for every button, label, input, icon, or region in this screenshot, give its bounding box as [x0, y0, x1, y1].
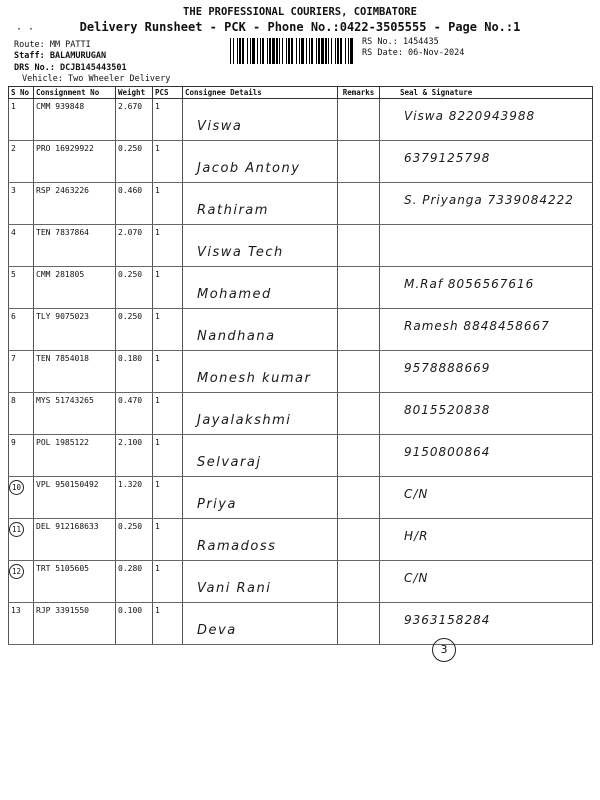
pcs-value: 1: [155, 480, 160, 489]
pcs-value: 1: [155, 270, 160, 279]
table-row: [9, 309, 593, 351]
barcode-bar: [242, 38, 244, 64]
serial-number: 3: [11, 186, 16, 195]
staff-label: Staff: BALAMURUGAN: [14, 51, 107, 61]
header-dots: · ·: [16, 24, 35, 35]
table-header-row: [9, 87, 593, 99]
barcode-bar: [337, 38, 339, 64]
pcs-value: 1: [155, 438, 160, 447]
barcode-bar: [252, 38, 255, 64]
pcs-value: 1: [155, 354, 160, 363]
remarks-cell: [338, 435, 380, 477]
runsheet-title: Delivery Runsheet - PCK - Phone No.:0422-3505555 - Page No.:1: [79, 20, 521, 34]
remarks-cell: [338, 393, 380, 435]
table-row: [9, 99, 593, 141]
table-row: [9, 519, 593, 561]
barcode-bar: [257, 38, 258, 64]
pcs-value: 1: [155, 312, 160, 321]
pcs-value: 1: [155, 144, 160, 153]
weight-value: 0.250: [118, 270, 143, 279]
seal-signature: H/R: [404, 529, 429, 543]
rs-date: RS Date: 06-Nov-2024: [362, 48, 465, 58]
seal-signature: 6379125798: [404, 151, 491, 165]
company-name: THE PROFESSIONAL COURIERS, COIMBATORE: [183, 6, 417, 18]
table-row: [9, 183, 593, 225]
weight-value: 0.250: [118, 312, 143, 321]
remarks-cell: [338, 603, 380, 645]
barcode-bar: [269, 38, 271, 64]
col-header-weight: Weight: [116, 87, 153, 99]
serial-number: 12: [9, 564, 24, 579]
consignment-number: RSP 2463226: [36, 186, 89, 195]
barcode-bar: [321, 38, 324, 64]
consignment-number: VPL 950150492: [36, 480, 99, 489]
consignment-number: TEN 7837864: [36, 228, 89, 237]
barcode-bar: [237, 38, 238, 64]
consignee-name: Selvaraj: [197, 455, 262, 470]
seal-signature: C/N: [404, 487, 429, 501]
serial-number: 10: [9, 480, 24, 495]
barcode-bar: [291, 38, 293, 64]
barcode-bar: [230, 38, 231, 64]
table-row: [9, 561, 593, 603]
weight-value: 0.250: [118, 144, 143, 153]
serial-number: 1: [11, 102, 16, 111]
consignment-number: PRO 16929922: [36, 144, 94, 153]
barcode-bar: [288, 38, 290, 64]
barcode-bar: [306, 38, 307, 64]
barcode-bar: [250, 38, 251, 64]
barcode-bar: [286, 38, 287, 64]
consignment-number: CMM 281805: [36, 270, 85, 279]
consignment-number: TLY 9075023: [36, 312, 89, 321]
barcode-bar: [340, 38, 342, 64]
rs-number: RS No.: 1454435: [362, 37, 439, 47]
weight-value: 0.470: [118, 396, 143, 405]
serial-number: 8: [11, 396, 16, 405]
barcode-bar: [345, 38, 346, 64]
barcode-bar: [233, 38, 234, 64]
col-header-consignee: Consignee Details: [183, 87, 338, 99]
barcode-bar: [282, 38, 283, 64]
serial-number: 6: [11, 312, 16, 321]
barcode-bar: [262, 38, 264, 64]
col-header-signature: Seal & Signature: [380, 87, 593, 99]
consignee-name: Ramadoss: [197, 539, 277, 554]
barcode-bar: [279, 38, 280, 64]
pcs-value: 1: [155, 396, 160, 405]
serial-number: 2: [11, 144, 16, 153]
remarks-cell: [338, 183, 380, 225]
col-header-pcs: PCS: [153, 87, 183, 99]
pcs-value: 1: [155, 186, 160, 195]
col-header-remarks: Remarks: [338, 87, 380, 99]
consignee-name: Jayalakshmi: [197, 413, 292, 428]
serial-number: 11: [9, 522, 24, 537]
seal-signature: 9578888669: [404, 361, 491, 375]
weight-value: 1.320: [118, 480, 143, 489]
consignment-number: CMM 939848: [36, 102, 85, 111]
page-mark: 3: [432, 638, 456, 662]
pcs-value: 1: [155, 564, 160, 573]
consignment-number: MYS 51743265: [36, 396, 94, 405]
consignee-name: Priya: [197, 497, 237, 512]
serial-number: 5: [11, 270, 16, 279]
table-row: [9, 477, 593, 519]
barcode-bar: [301, 38, 304, 64]
col-header-consignment: Consignment No: [34, 87, 116, 99]
barcode-bar: [348, 38, 349, 64]
route-label: Route: MM PATTI: [14, 40, 91, 50]
consignment-number: POL 1985122: [36, 438, 89, 447]
weight-value: 0.460: [118, 186, 143, 195]
table-row: [9, 141, 593, 183]
consignee-name: Vani Rani: [197, 581, 272, 596]
pcs-value: 1: [155, 228, 160, 237]
weight-value: 2.100: [118, 438, 143, 447]
barcode-bar: [335, 38, 336, 64]
seal-signature: M.Raf 8056567616: [404, 277, 535, 291]
seal-signature: 9150800864: [404, 445, 491, 459]
remarks-cell: [338, 225, 380, 267]
barcode-bar: [267, 38, 268, 64]
barcode-bar: [325, 38, 327, 64]
consignee-name: Rathiram: [197, 203, 269, 218]
table-row: [9, 603, 593, 645]
table-row: [9, 435, 593, 477]
barcode-bar: [260, 38, 261, 64]
remarks-cell: [338, 141, 380, 183]
drs-number: DRS No.: DCJB145443501: [14, 63, 127, 73]
consignment-number: TRT 5105605: [36, 564, 89, 573]
remarks-cell: [338, 99, 380, 141]
consignee-name: Monesh kumar: [197, 371, 312, 386]
weight-value: 0.280: [118, 564, 143, 573]
seal-signature: Viswa 8220943988: [404, 109, 536, 123]
barcode: [230, 38, 353, 64]
consignee-name: Viswa: [197, 119, 243, 134]
table-row: [9, 351, 593, 393]
barcode-bar: [316, 38, 317, 64]
barcode-bar: [328, 38, 329, 64]
barcode-bar: [239, 38, 241, 64]
seal-signature: 8015520838: [404, 403, 491, 417]
remarks-cell: [338, 519, 380, 561]
table-row: [9, 267, 593, 309]
remarks-cell: [338, 351, 380, 393]
serial-number: 4: [11, 228, 16, 237]
vehicle-label: Vehicle: Two Wheeler Delivery: [22, 74, 171, 84]
weight-value: 0.250: [118, 522, 143, 531]
barcode-bar: [350, 38, 353, 64]
remarks-cell: [338, 561, 380, 603]
pcs-value: 1: [155, 102, 160, 111]
remarks-cell: [338, 477, 380, 519]
runsheet-table: [8, 86, 593, 645]
consignee-name: Nandhana: [197, 329, 276, 344]
weight-value: 0.100: [118, 606, 143, 615]
table-row: [9, 225, 593, 267]
pcs-value: 1: [155, 522, 160, 531]
barcode-bar: [331, 38, 332, 64]
seal-signature: 9363158284: [404, 613, 491, 627]
barcode-bar: [247, 38, 248, 64]
barcode-bar: [272, 38, 275, 64]
seal-signature: C/N: [404, 571, 429, 585]
weight-value: 2.670: [118, 102, 143, 111]
pcs-value: 1: [155, 606, 160, 615]
barcode-bar: [276, 38, 278, 64]
consignee-name: Jacob Antony: [197, 161, 301, 176]
remarks-cell: [338, 309, 380, 351]
consignment-number: DEL 912168633: [36, 522, 99, 531]
consignee-name: Mohamed: [197, 287, 272, 302]
consignment-number: TEN 7854018: [36, 354, 89, 363]
weight-value: 0.180: [118, 354, 143, 363]
seal-signature: S. Priyanga 7339084222: [404, 193, 574, 207]
consignment-number: RJP 3391550: [36, 606, 89, 615]
serial-number: 9: [11, 438, 16, 447]
consignee-name: Viswa Tech: [197, 245, 284, 260]
barcode-bar: [318, 38, 320, 64]
table-row: [9, 393, 593, 435]
barcode-bar: [311, 38, 313, 64]
serial-number: 7: [11, 354, 16, 363]
consignee-name: Deva: [197, 623, 237, 638]
barcode-bar: [309, 38, 310, 64]
seal-signature: Ramesh 8848458667: [404, 319, 550, 333]
col-header-sno: S No: [9, 87, 34, 99]
remarks-cell: [338, 267, 380, 309]
barcode-bar: [299, 38, 300, 64]
barcode-bar: [296, 38, 297, 64]
weight-value: 2.070: [118, 228, 143, 237]
serial-number: 13: [11, 606, 21, 615]
